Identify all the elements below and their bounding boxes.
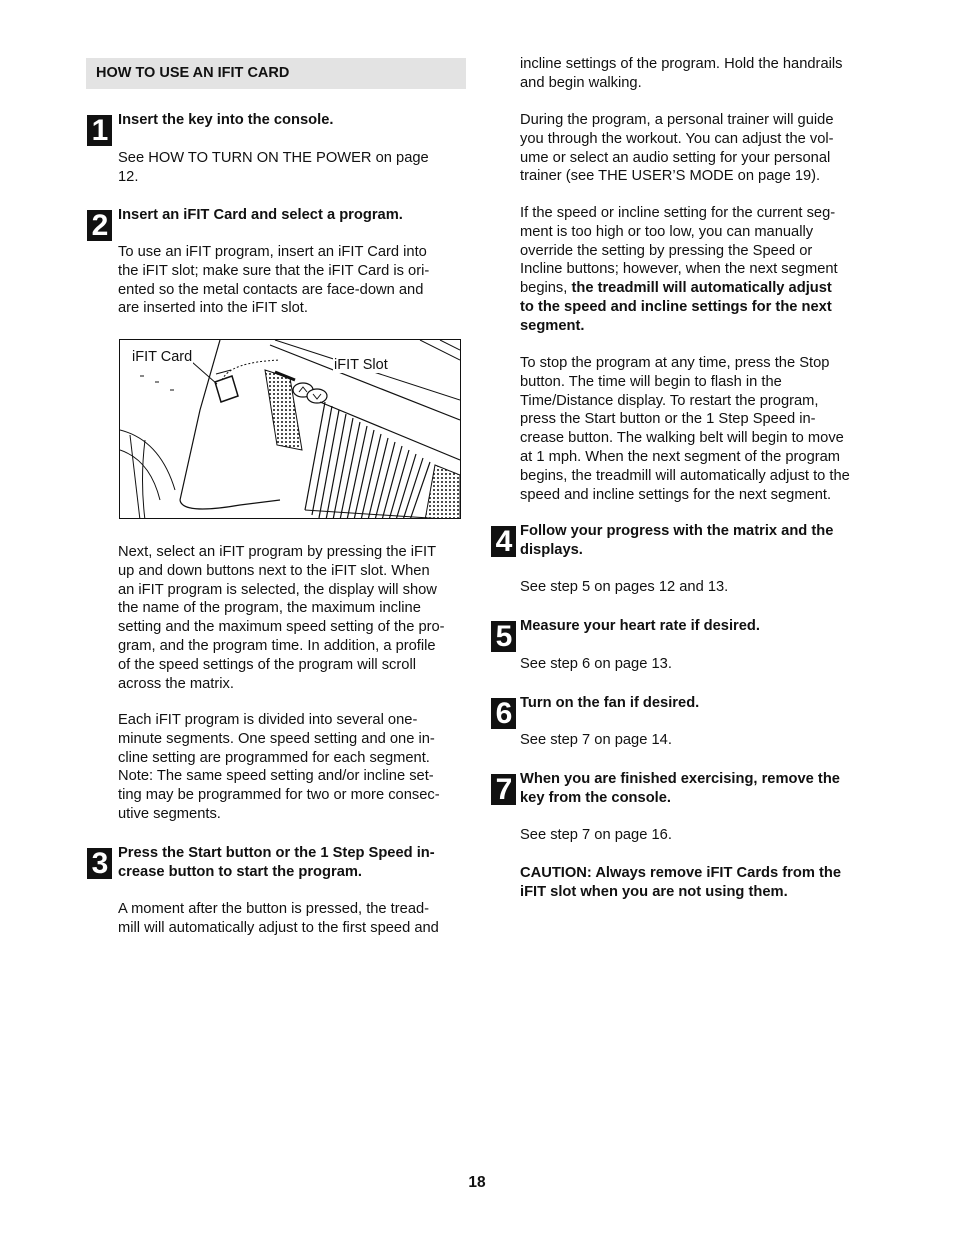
text-line [520, 279, 838, 298]
ifit-slot-label: iFIT Slot [334, 357, 388, 373]
text-line: override the setting by pressing the Speed or [520, 242, 813, 259]
caution-note [520, 864, 841, 902]
text-line: and begin walking. [520, 74, 642, 91]
page-number: 18 [468, 1174, 486, 1191]
text-run: begins, [520, 280, 572, 297]
step-5-number: 5 [491, 621, 516, 652]
step-4-heading [520, 522, 833, 560]
text-line: Press the Start button or the 1 Step Speed in- [118, 845, 435, 861]
ifit-card-illustration [119, 339, 461, 519]
step-7-body: See step 7 on page 16. [520, 827, 672, 843]
step-2-body-line: the iFIT slot; make sure that the iFIT Card is ori- [118, 262, 430, 279]
text-line: Note: The same speed setting and/or incline set- [118, 768, 434, 785]
text-line: Incline buttons; however, when the next segment [520, 261, 838, 278]
step-3-body [118, 900, 439, 938]
step-5-body: See step 6 on page 13. [520, 656, 672, 672]
text-line: press the Start button or the 1 Step Speed in- [520, 411, 816, 428]
text-line: at 1 mph. When the next segment of the program [520, 448, 841, 465]
text-line: minute segments. One speed setting and one in- [118, 730, 435, 747]
text-line: iFIT slot when you are not using them. [520, 883, 788, 900]
step-4-number: 4 [491, 526, 516, 557]
step-6-heading: Turn on the fan if desired. [520, 695, 700, 711]
text-line: mill will automatically adjust to the first speed and [118, 919, 439, 936]
text-line: to the speed and incline settings for the next [520, 298, 832, 315]
personal-trainer-paragraph [520, 111, 834, 186]
text-line: setting and the maximum speed setting of the pro- [118, 619, 445, 636]
text-line: CAUTION: Always remove iFIT Cards from the [520, 865, 842, 881]
text-line: gram, and the program time. In addition, a profile [118, 637, 436, 654]
stop-program-paragraph [520, 354, 850, 504]
text-line: displays. [520, 541, 583, 558]
text-line: speed and incline settings for the next segment. [520, 486, 832, 503]
section-title: HOW TO USE AN IFIT CARD [86, 58, 466, 89]
step-3-number: 3 [87, 848, 112, 879]
bold-text-run: the treadmill will automatically adjust [571, 280, 832, 297]
step-2-body-select [118, 543, 445, 693]
step-1-body-line: See HOW TO TURN ON THE POWER on page [118, 150, 429, 166]
treadmill-console-drawing [120, 340, 461, 519]
text-line: To stop the program at any time, press the Stop [520, 355, 830, 371]
text-line: across the matrix. [118, 675, 234, 692]
text-line: key from the console. [520, 789, 671, 806]
step-7-number: 7 [491, 774, 516, 805]
text-line: utive segments. [118, 805, 221, 822]
step-7-heading [520, 770, 840, 808]
step-3-continued [520, 55, 843, 93]
text-line: crease button to start the program. [118, 863, 363, 880]
text-line: segment. [520, 317, 585, 334]
text-line: cline setting are programmed for each segment. [118, 749, 430, 766]
text-line: button. The time will begin to flash in the [520, 373, 782, 390]
text-line: you through the workout. You can adjust the vol- [520, 130, 834, 147]
text-line: When you are finished exercising, remove the [520, 771, 840, 787]
step-1-body [118, 149, 429, 187]
text-line: ment is too high or too low, you can manually [520, 223, 814, 240]
step-2-body-line: are inserted into the iFIT slot. [118, 300, 308, 317]
override-paragraph [520, 204, 838, 336]
text-line: Each iFIT program is divided into several one- [118, 712, 418, 728]
step-2-body-line: ented so the metal contacts are face-down and [118, 281, 424, 298]
step-2-body-segments [118, 711, 440, 824]
text-line: Time/Distance display. To restart the program, [520, 392, 819, 409]
text-line: up and down buttons next to the iFIT slot. When [118, 562, 430, 579]
text-line: If the speed or incline setting for the current seg- [520, 205, 836, 221]
text-line: incline settings of the program. Hold the handrails [520, 56, 843, 72]
step-2-body-line: To use an iFIT program, insert an iFIT Card into [118, 244, 427, 260]
text-line: an iFIT program is selected, the display will show [118, 581, 437, 598]
step-5-heading: Measure your heart rate if desired. [520, 618, 760, 634]
step-1-heading: Insert the key into the console. [118, 112, 334, 128]
text-line: Next, select an iFIT program by pressing the iFIT [118, 544, 437, 560]
step-1-number: 1 [87, 115, 112, 146]
text-line: ume or select an audio setting for your personal [520, 149, 831, 166]
text-line: crease button. The walking belt will begin to move [520, 430, 844, 447]
text-line: Follow your progress with the matrix and the [520, 523, 834, 539]
text-line: During the program, a personal trainer will guide [520, 112, 834, 128]
text-line: ting may be programmed for two or more consec- [118, 787, 440, 804]
text-line: of the speed settings of the program will scroll [118, 656, 416, 673]
step-2-body [118, 243, 429, 318]
step-1-body-line: 12. [118, 168, 139, 185]
step-6-number: 6 [491, 698, 516, 729]
step-2-number: 2 [87, 210, 112, 241]
text-line: the name of the program, the maximum incline [118, 600, 421, 617]
step-4-body: See step 5 on pages 12 and 13. [520, 579, 729, 595]
text-line: A moment after the button is pressed, the tread- [118, 901, 430, 917]
text-line: trainer (see THE USER’S MODE on page 19). [520, 168, 821, 185]
step-2-heading: Insert an iFIT Card and select a program. [118, 207, 403, 223]
text-line: begins, the treadmill will automatically adjust to the [520, 467, 850, 484]
ifit-card-label: iFIT Card [132, 349, 193, 365]
step-3-heading [118, 844, 435, 882]
step-6-body: See step 7 on page 14. [520, 732, 672, 748]
